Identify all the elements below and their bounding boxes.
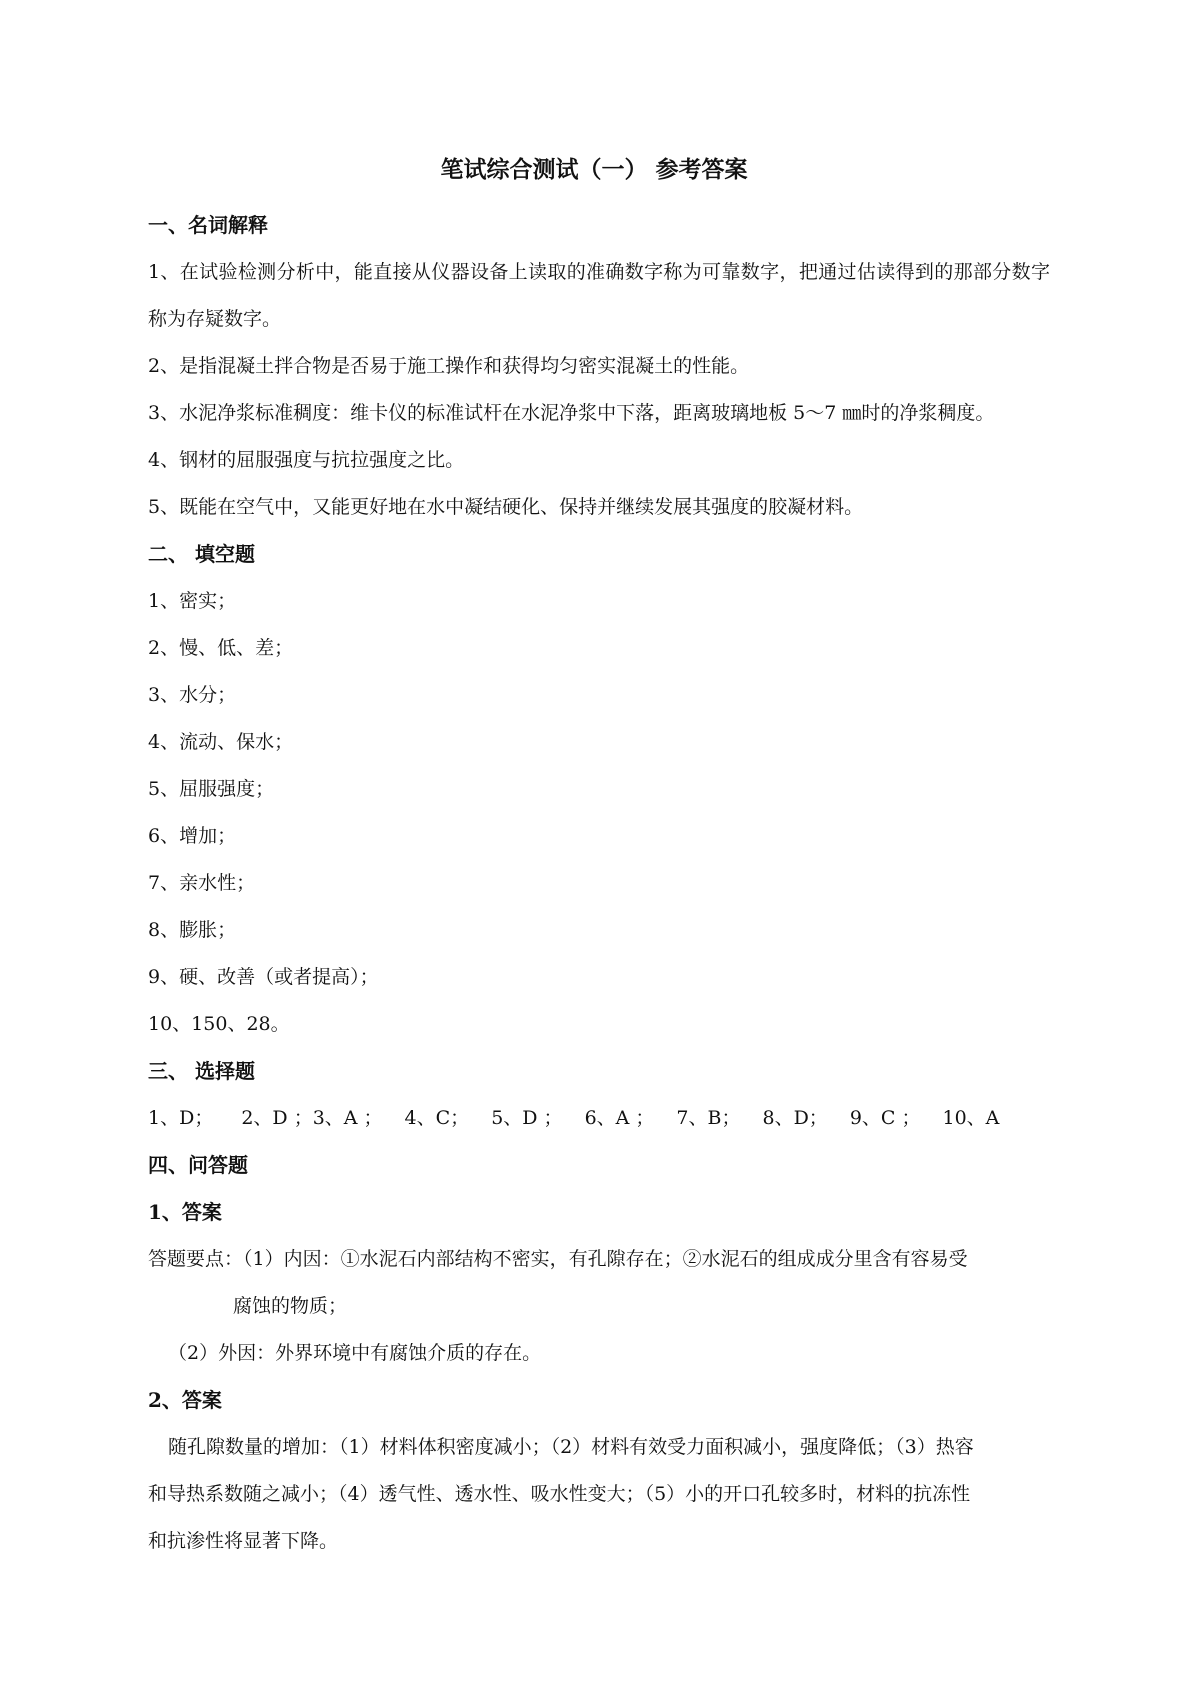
definition-item-5: 5、既能在空气中，又能更好地在水中凝结硬化、保持并继续发展其强度的胶凝材料。 (148, 496, 864, 518)
fill-in-item-7: 7、亲水性； (148, 872, 256, 894)
qa-answer-1-heading: 1、答案 (148, 1200, 222, 1224)
fill-in-item-1: 1、密实； (148, 590, 237, 612)
definition-item-1: 1、在试验检测分析中，能直接从仪器设备上读取的准确数字称为可靠数字，把通过估读得到的那部分数字称为存疑数字。 (148, 261, 1050, 330)
qa-answer-2-heading: 2、答案 (148, 1388, 222, 1412)
fill-in-item-4: 4、流动、保水； (148, 731, 294, 753)
choice-answer: 1、D； (148, 1107, 214, 1129)
qa-answer-2-line-3: 和抗渗性将显著下降。 (148, 1530, 339, 1552)
choice-answer: 2、D ；3、A ； (241, 1107, 383, 1129)
choice-answer: 4、C； (404, 1107, 470, 1129)
qa-answer-1-line-1: 答题要点：（1）内因：①水泥石内部结构不密实，有孔隙存在；②水泥石的组成成分里含有容易受 (148, 1248, 968, 1270)
choice-answer: 10、A (942, 1107, 1000, 1129)
definition-item-4: 4、钢材的屈服强度与抗拉强度之比。 (148, 449, 465, 471)
fill-in-item-10: 10、150、28。 (148, 1013, 290, 1035)
fill-in-item-2: 2、慢、低、差； (148, 637, 294, 659)
choice-answer: 8、D； (762, 1107, 828, 1129)
fill-in-item-8: 8、膨胀； (148, 919, 237, 941)
document-content (148, 150, 1050, 1565)
fill-in-item-6: 6、增加； (148, 825, 237, 847)
section-heading-qa: 四、问答题 (148, 1153, 248, 1177)
choice-answers-row (148, 1095, 1050, 1142)
qa-answer-1-line-3: （2）外因：外界环境中有腐蚀介质的存在。 (168, 1342, 542, 1364)
qa-answer-1-line-2: 腐蚀的物质； (233, 1295, 348, 1317)
page-title: 笔试综合测试（一） 参考答案 (440, 156, 748, 183)
choice-answer: 5、D ； (491, 1107, 563, 1129)
fill-in-item-5: 5、屈服强度； (148, 778, 275, 800)
section-heading-choice: 三、 选择题 (148, 1059, 255, 1083)
choice-answer: 6、A ； (584, 1107, 655, 1129)
definition-item-3: 3、水泥净浆标准稠度：维卡仪的标准试杆在水泥净浆中下落，距离玻璃地板 5～7 ㎜时的净浆稠度。 (148, 402, 995, 424)
qa-answer-2-line-1: 随孔隙数量的增加：（1）材料体积密度减小；（2）材料有效受力面积减小，强度降低；（3）热容 (168, 1436, 974, 1458)
choice-answer: 7、B； (676, 1107, 741, 1129)
section-heading-definitions: 一、名词解释 (148, 213, 268, 237)
qa-answer-2-line-2: 和导热系数随之减小；（4）透气性、透水性、吸水性变大；（5）小的开口孔较多时，材料的抗冻性 (148, 1483, 971, 1505)
section-heading-fill-in: 二、 填空题 (148, 542, 255, 566)
choice-answer: 9、C ； (849, 1107, 921, 1129)
fill-in-item-9: 9、硬、改善（或者提高）； (148, 966, 379, 988)
fill-in-item-3: 3、水分； (148, 684, 237, 706)
definition-item-2: 2、是指混凝土拌合物是否易于施工操作和获得均匀密实混凝土的性能。 (148, 355, 750, 377)
